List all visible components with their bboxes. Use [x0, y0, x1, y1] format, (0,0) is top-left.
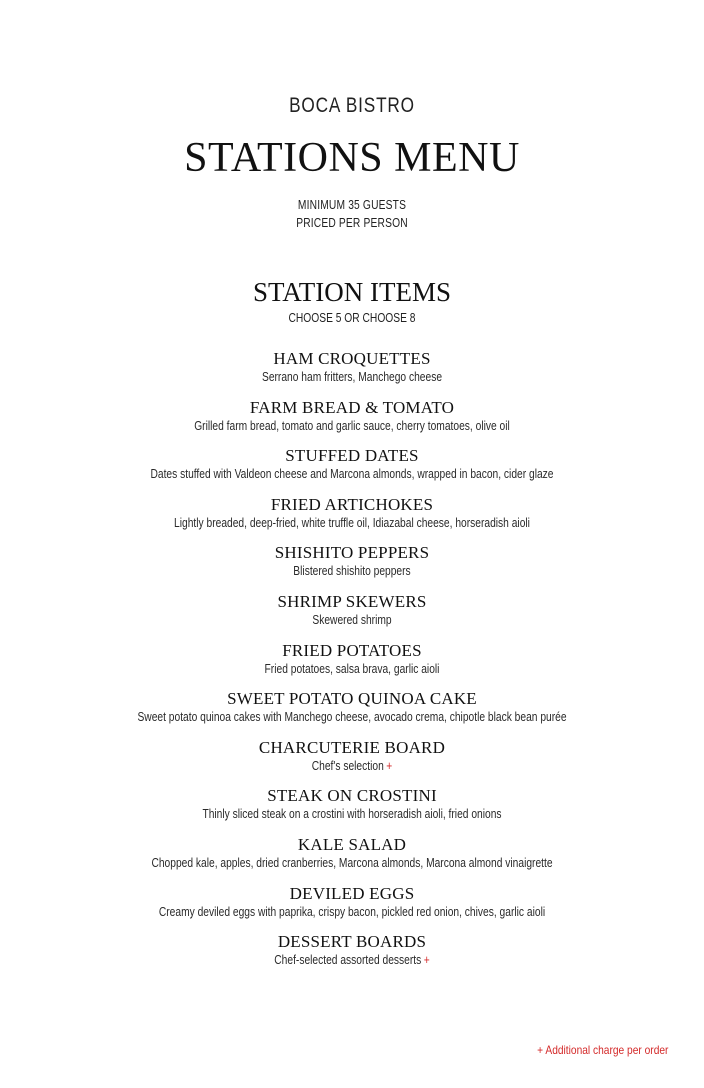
menu-item: [0, 349, 704, 398]
restaurant-name: BOCA BISTRO: [289, 94, 415, 117]
menu-item: [0, 738, 704, 787]
minimum-guests-note: MINIMUM 35 GUESTS: [297, 198, 407, 212]
menu-item: [0, 932, 704, 981]
menu-item: [0, 398, 704, 447]
menu-item-name: KALE SALAD: [297, 834, 407, 854]
pricing-note: PRICED PER PERSON: [296, 216, 408, 230]
menu-item-description: Skewered shrimp: [312, 612, 392, 627]
menu-item-description: Chopped kale, apples, dried cranberries, Marcona almonds, Marcona almond vinaigrette: [151, 855, 553, 870]
extra-charge-marker: +: [386, 758, 393, 773]
menu-item-name: DEVILED EGGS: [289, 883, 415, 903]
menu-item-name: CHARCUTERIE BOARD: [258, 737, 446, 757]
menu-item-description: Sweet potato quinoa cakes with Manchego cheese, avocado crema, chipotle black bean purée: [137, 710, 567, 725]
menu-item-name: SWEET POTATO QUINOA CAKE: [227, 689, 477, 709]
menu-item-name: SHISHITO PEPPERS: [274, 543, 430, 563]
menu-item: [0, 641, 704, 690]
menu-item: [0, 689, 704, 738]
menu-item: [0, 495, 704, 544]
menu-item-description: Fried potatoes, salsa brava, garlic aioli: [264, 661, 440, 676]
menu-item-name: SHRIMP SKEWERS: [277, 591, 427, 611]
menu-item-description: Thinly sliced steak on a crostini with horseradish aioli, fried onions: [202, 807, 502, 822]
section-title: STATION ITEMS: [252, 277, 452, 307]
menu-item: [0, 446, 704, 495]
menu-item: [0, 786, 704, 835]
extra-charge-marker: +: [423, 953, 430, 968]
additional-charge-footnote: + Additional charge per order: [536, 1043, 668, 1057]
menu-item-name: DESSERT BOARDS: [277, 932, 427, 952]
section-note: CHOOSE 5 OR CHOOSE 8: [288, 311, 416, 325]
menu-item-description: Dates stuffed with Valdeon cheese and Marcona almonds, wrapped in bacon, cider glaze: [150, 467, 554, 482]
menu-item-name: STUFFED DATES: [285, 446, 419, 466]
menu-item-name: HAM CROQUETTES: [273, 349, 431, 368]
menu-item: [0, 884, 704, 933]
menu-item: [0, 543, 704, 592]
menu-item-description: Blistered shishito peppers: [293, 564, 411, 579]
menu-item-description: Chef's selection: [311, 758, 384, 773]
menu-item-description: Lightly breaded, deep-fried, white truffle oil, Idiazabal cheese, horseradish aioli: [174, 515, 530, 530]
menu-item-list: [0, 349, 704, 981]
menu-item-name: STEAK ON CROSTINI: [267, 786, 437, 806]
menu-item-name: FRIED ARTICHOKES: [270, 494, 434, 514]
menu-item-name: FRIED POTATOES: [282, 640, 422, 660]
menu-item-name: FARM BREAD & TOMATO: [249, 397, 455, 417]
menu-item-description: Serrano ham fritters, Manchego cheese: [261, 370, 443, 384]
menu-item: [0, 835, 704, 884]
menu-item-description: Grilled farm bread, tomato and garlic sauce, cherry tomatoes, olive oil: [194, 418, 510, 433]
menu-item: [0, 592, 704, 641]
menu-item-description: Creamy deviled eggs with paprika, crispy bacon, pickled red onion, chives, garlic aioli: [158, 904, 546, 919]
menu-item-description: Chef-selected assorted desserts: [274, 953, 422, 968]
page-title: STATIONS MENU: [184, 135, 520, 181]
